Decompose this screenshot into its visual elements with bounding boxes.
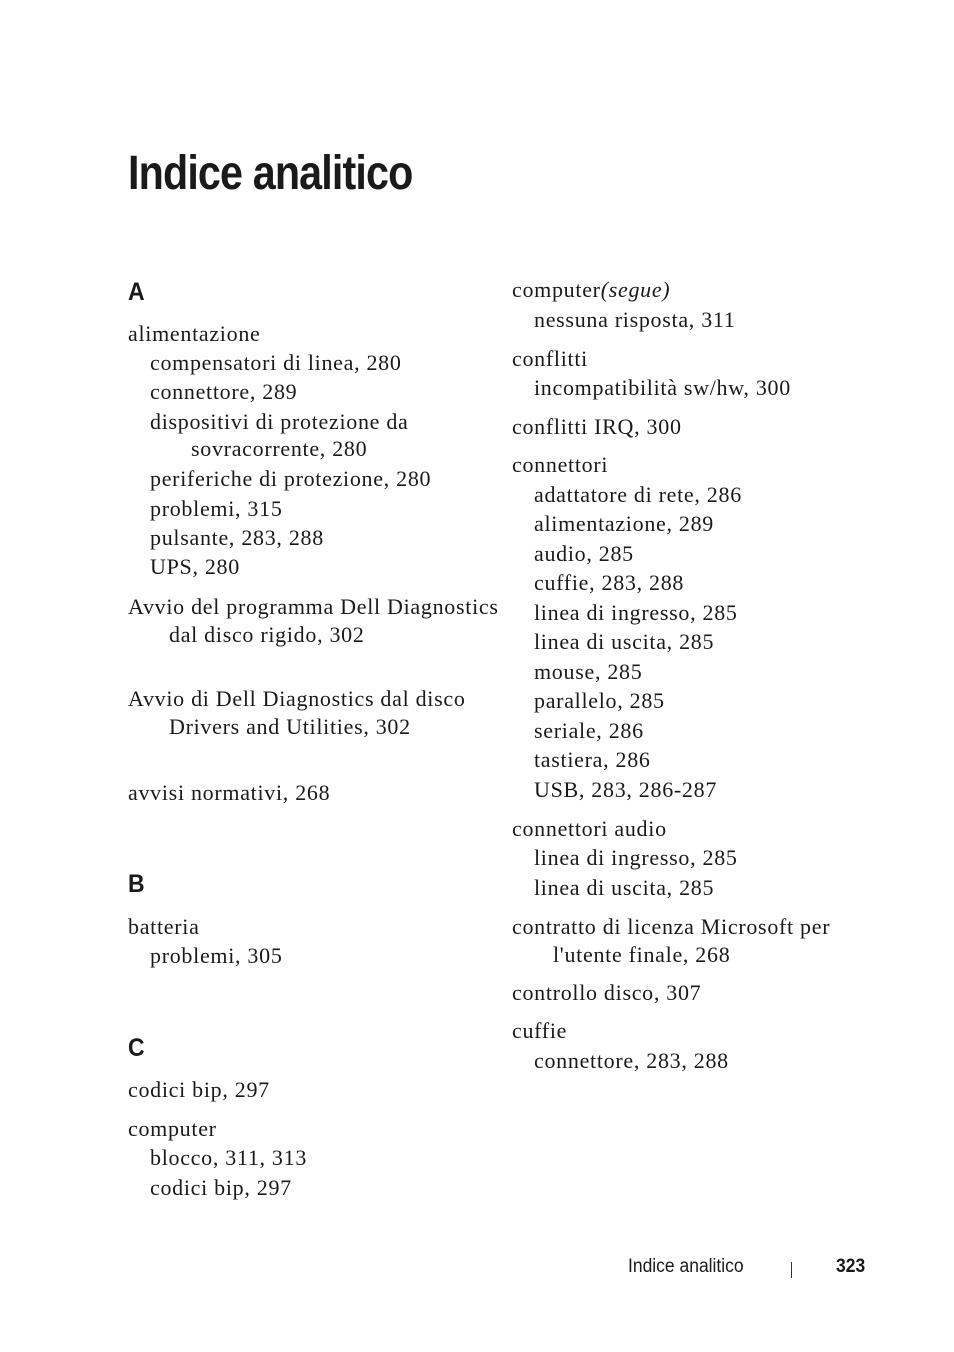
index-subentry: pulsante, 283, 288 — [150, 525, 324, 550]
index-subentry: linea di ingresso, 285 — [534, 845, 738, 870]
index-subentry: adattatore di rete, 286 — [534, 482, 742, 507]
index-subentry: alimentazione, 289 — [534, 511, 714, 536]
index-entry: Avvio del programma Dell Diagnostics dal disco rigido, 302 — [128, 594, 499, 647]
index-entry: computer — [128, 1116, 217, 1141]
index-entry: batteria — [128, 914, 200, 939]
index-subentry: parallelo, 285 — [534, 688, 665, 713]
index-entry: Avvio di Dell Diagnostics dal disco Drivers and Utilities, 302 — [128, 686, 466, 739]
index-subentry: dispositivi di protezione da sovracorrente, 280 — [150, 409, 409, 461]
footer-divider — [791, 1262, 792, 1278]
index-entry: cuffie — [512, 1018, 568, 1043]
index-entry: conflitti — [512, 346, 588, 371]
index-subentry: periferiche di protezione, 280 — [150, 466, 432, 491]
index-subentry: problemi, 315 — [150, 496, 283, 521]
entry-term: computer — [512, 277, 601, 302]
index-subentry: tastiera, 286 — [534, 747, 651, 772]
index-entry — [512, 276, 852, 304]
index-entry: codici bip, 297 — [128, 1077, 270, 1102]
index-subentry: mouse, 285 — [534, 659, 643, 684]
page-number: 323 — [836, 1256, 866, 1277]
index-subentry: codici bip, 297 — [150, 1175, 292, 1200]
index-entry: connettori audio — [512, 816, 667, 841]
index-subentry: compensatori di linea, 280 — [150, 350, 402, 375]
index-subentry: linea di uscita, 285 — [534, 875, 715, 900]
index-entry: avvisi normativi, 268 — [128, 780, 331, 805]
index-subentry: seriale, 286 — [534, 718, 644, 743]
index-subentry: UPS, 280 — [150, 554, 240, 579]
section-letter-b: B — [128, 870, 145, 898]
section-letter-a: A — [128, 278, 145, 306]
continued-note: (segue) — [600, 277, 671, 302]
index-subentry: cuffie, 283, 288 — [534, 570, 685, 595]
index-entry: contratto di licenza Microsoft per l'utente finale, 268 — [512, 914, 831, 967]
index-subentry: problemi, 305 — [150, 943, 283, 968]
section-letter-c: C — [128, 1034, 145, 1062]
index-entry: controllo disco, 307 — [512, 980, 702, 1005]
index-subentry: connettore, 289 — [150, 379, 298, 404]
page-title: Indice analitico — [128, 147, 413, 200]
index-entry: conflitti IRQ, 300 — [512, 414, 682, 439]
index-subentry: blocco, 311, 313 — [150, 1145, 308, 1170]
index-subentry: incompatibilità sw/hw, 300 — [534, 375, 791, 400]
index-subentry: nessuna risposta, 311 — [534, 307, 736, 332]
footer-section-label: Indice analitico — [628, 1256, 744, 1277]
index-subentry: linea di uscita, 285 — [534, 629, 715, 654]
index-entry: alimentazione — [128, 321, 261, 346]
index-subentry: USB, 283, 286-287 — [534, 777, 718, 802]
index-entry: connettori — [512, 452, 609, 477]
index-subentry: connettore, 283, 288 — [534, 1048, 729, 1073]
index-subentry: linea di ingresso, 285 — [534, 600, 738, 625]
index-subentry: audio, 285 — [534, 541, 634, 566]
